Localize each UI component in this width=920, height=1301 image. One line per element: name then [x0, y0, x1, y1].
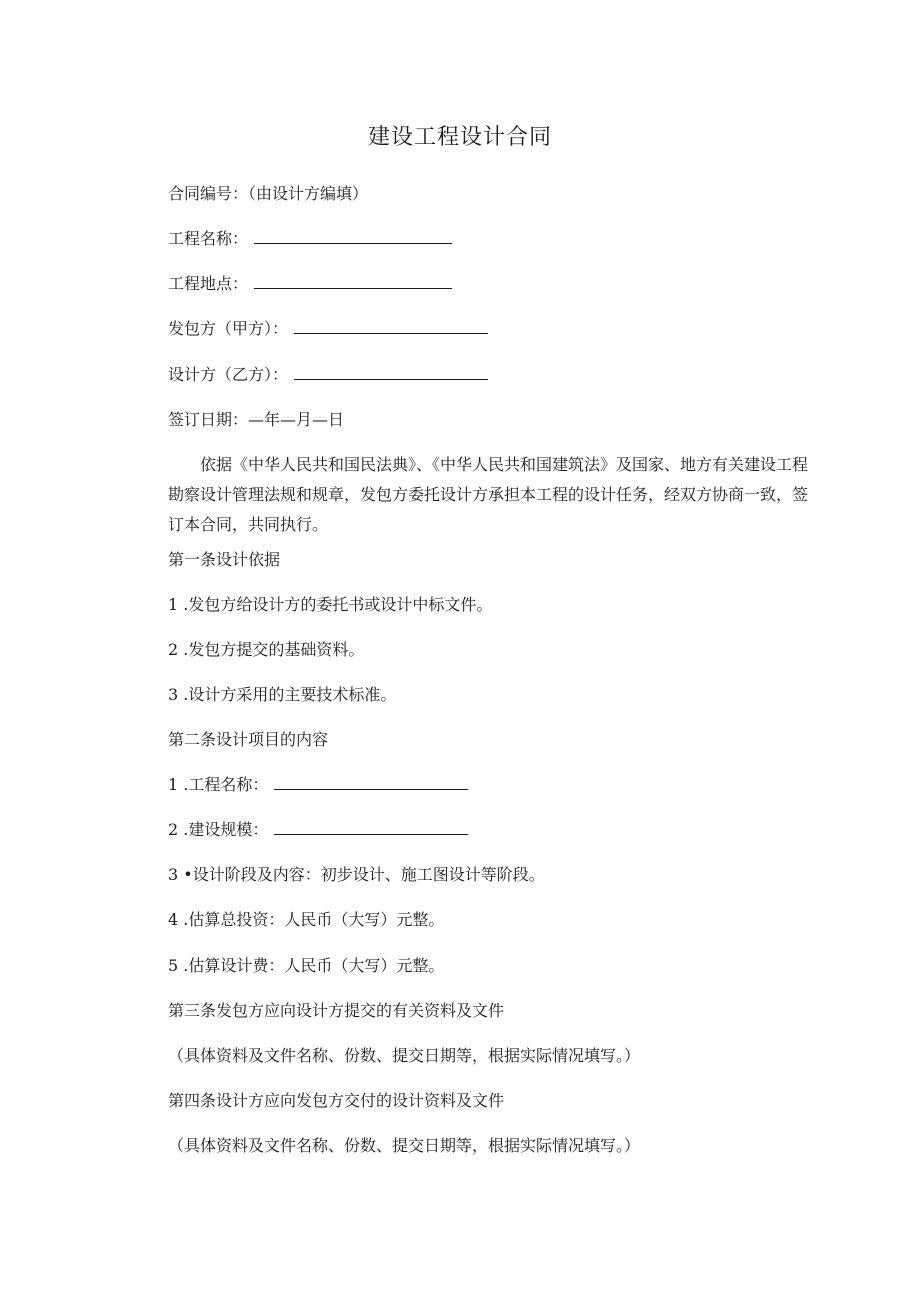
sign-date-label: 签订日期：—年—月—日	[168, 410, 345, 429]
article2-item-2-label: 2 .建设规模：	[168, 820, 269, 839]
article2-item-5: 5 .估算设计费：人民币（大写）元整。	[168, 956, 445, 975]
article1-item-2: 2 .发包方提交的基础资料。	[168, 640, 365, 659]
contract-number-line	[168, 184, 368, 204]
article2-item-4: 4 .估算总投资：人民币（大写）元整。	[168, 910, 445, 929]
project-name-blank[interactable]	[254, 229, 452, 244]
contract-number-label: 合同编号：（由设计方编填）	[168, 184, 369, 203]
party-b-blank[interactable]	[294, 365, 488, 380]
party-a-blank[interactable]	[294, 319, 488, 334]
page-title: 建设工程设计合同	[367, 125, 552, 150]
article4-note: （具体资料及文件名称、份数、提交日期等，根据实际情况填写。）	[168, 1136, 641, 1155]
article1-item-3: 3 .设计方采用的主要技术标准。	[168, 685, 397, 704]
article4-heading: 第四条设计方应向发包方交付的设计资料及文件	[168, 1091, 505, 1110]
article2-item-1-label: 1 .工程名称：	[168, 775, 269, 794]
article2-project-name-blank[interactable]	[274, 775, 468, 790]
project-name-label: 工程名称：	[168, 229, 249, 248]
article2-scale-blank[interactable]	[274, 820, 468, 835]
project-location-blank[interactable]	[254, 274, 452, 289]
article2-item-2	[168, 820, 468, 840]
project-location-label: 工程地点：	[168, 274, 249, 293]
article2-item-3: 3 •设计阶段及内容：初步设计、施工图设计等阶段。	[168, 865, 545, 884]
party-b-line	[168, 365, 488, 385]
article2-item-1	[168, 775, 468, 795]
article3-heading: 第三条发包方应向设计方提交的有关资料及文件	[168, 1001, 505, 1020]
party-a-line	[168, 319, 488, 339]
article1-heading: 第一条设计依据	[168, 550, 281, 569]
preamble-paragraph: 依据《中华人民共和国民法典》、《中华人民共和国建筑法》及国家、地方有关建设工程勘察设计管理法规和规章，发包方委托设计方承担本工程的设计任务，经双方协商一致，签订本合同，共同执行。	[168, 455, 809, 534]
project-name-line	[168, 229, 452, 249]
article1-item-1: 1 .发包方给设计方的委托书或设计中标文件。	[168, 595, 493, 614]
project-location-line	[168, 274, 452, 294]
article3-note: （具体资料及文件名称、份数、提交日期等，根据实际情况填写。）	[168, 1046, 641, 1065]
sign-date-line	[168, 410, 344, 430]
party-a-label: 发包方（甲方）：	[168, 319, 289, 338]
article2-heading: 第二条设计项目的内容	[168, 730, 329, 749]
party-b-label: 设计方（乙方）：	[168, 365, 289, 384]
